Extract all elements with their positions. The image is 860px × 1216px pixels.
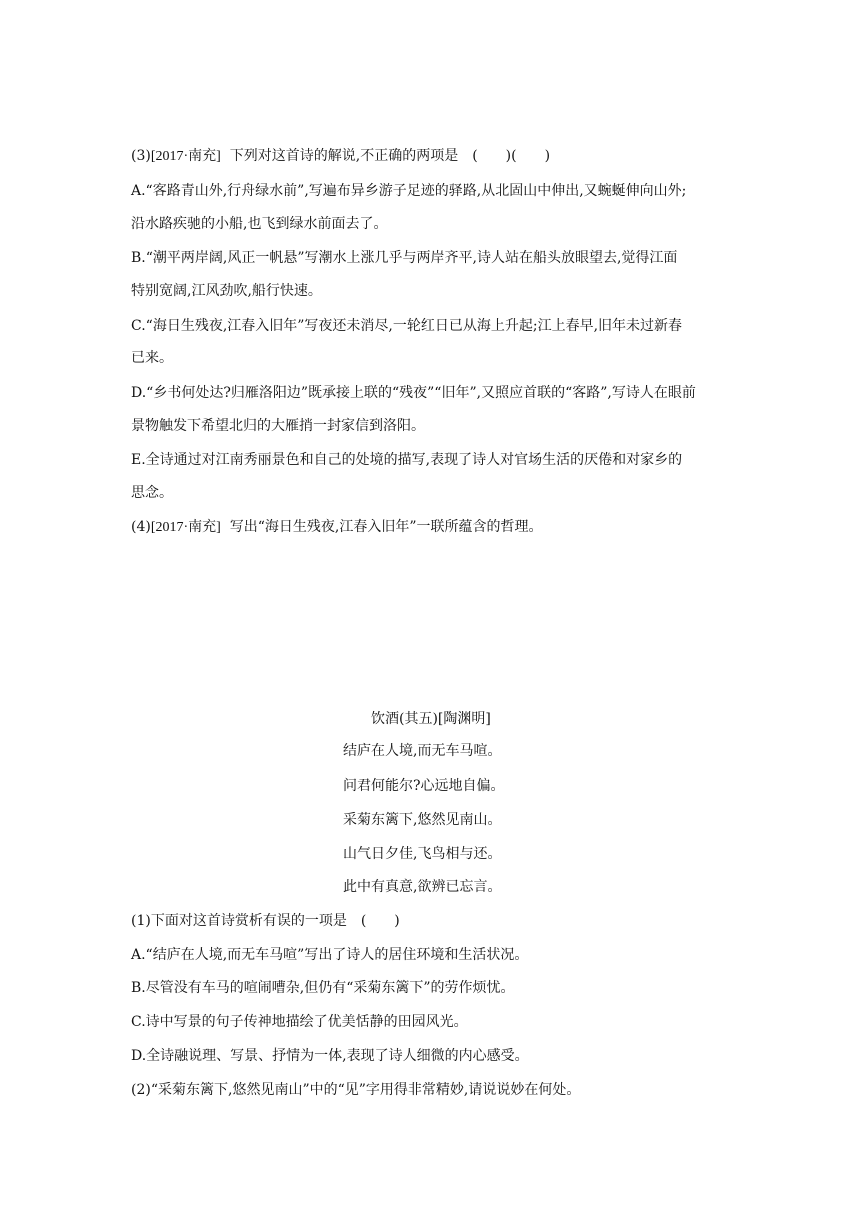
poem-title: 饮酒(其五)[陶渊明] [371, 711, 491, 727]
option-a-line-2: 沿水路疾驰的小船,也飞到绿水前面去了。 [131, 216, 388, 232]
question-4 [131, 517, 543, 538]
poem-line: 采菊东篱下,悠然见南山。 [343, 812, 502, 828]
question-2: (2)“采菊东篱下,悠然见南山”中的“见”字用得非常精妙,请说说妙在何处。 [131, 1082, 581, 1098]
option-b-line-2: 特别宽阔,江风劲吹,船行快速。 [131, 283, 322, 299]
option-e-line-2: 思念。 [131, 485, 173, 501]
question-1: (1)下面对这首诗赏析有误的一项是 ( ) [131, 913, 400, 929]
option-d: D.全诗融说理、写景、抒情为一体,表现了诗人细微的内心感受。 [131, 1048, 529, 1064]
question-stem: 写出“海日生残夜,江春入旧年”一联所蕴含的哲理。 [229, 519, 543, 535]
option-a-line-1: A.“客路青山外,行舟绿水前”,写遍布异乡游子足迹的驿路,从北固山中伸出,又蜿蜒伸向山外; [131, 183, 687, 199]
poem-line: 结庐在人境,而无车马喧。 [343, 743, 502, 759]
question-stem: 下列对这首诗的解说,不正确的两项是 ( )( ) [229, 148, 551, 164]
question-number: (4) [131, 519, 151, 535]
option-c-line-1: C.“海日生残夜,江春入旧年”写夜还未消尽,一轮红日已从海上升起;江上春早,旧年未过新春 [131, 318, 683, 334]
option-c-line-2: 已来。 [131, 350, 173, 366]
question-3 [131, 146, 550, 167]
poem-line: 山气日夕佳,飞鸟相与还。 [343, 846, 502, 862]
poem-line: 问君何能尔?心远地自偏。 [343, 778, 505, 794]
option-d-line-1: D.“乡书何处达?归雁洛阳边”既承接上联的“残夜”“旧年”,又照应首联的“客路”,写诗人在眼前 [131, 385, 696, 401]
option-e-line-1: E.全诗通过对江南秀丽景色和自己的处境的描写,表现了诗人对官场生活的厌倦和对家乡的 [131, 452, 683, 468]
poem-line: 此中有真意,欲辨已忘言。 [343, 879, 502, 895]
option-b-line-1: B.“潮平两岸阔,风正一帆悬”写潮水上涨几乎与两岸齐平,诗人站在船头放眼望去,觉得江面 [131, 250, 678, 266]
option-b: B.尽管没有车马的喧闹嘈杂,但仍有“采菊东篱下”的劳作烦忧。 [131, 980, 515, 996]
option-a: A.“结庐在人境,而无车马喧”写出了诗人的居住环境和生活状况。 [131, 947, 529, 963]
question-source: [2017·南充] [150, 149, 221, 164]
option-c: C.诗中写景的句子传神地描绘了优美恬静的田园风光。 [131, 1014, 468, 1030]
question-number: (3) [131, 148, 151, 164]
question-source: [2017·南充] [150, 520, 221, 535]
option-d-line-2: 景物触发下希望北归的大雁捎一封家信到洛阳。 [131, 418, 425, 434]
